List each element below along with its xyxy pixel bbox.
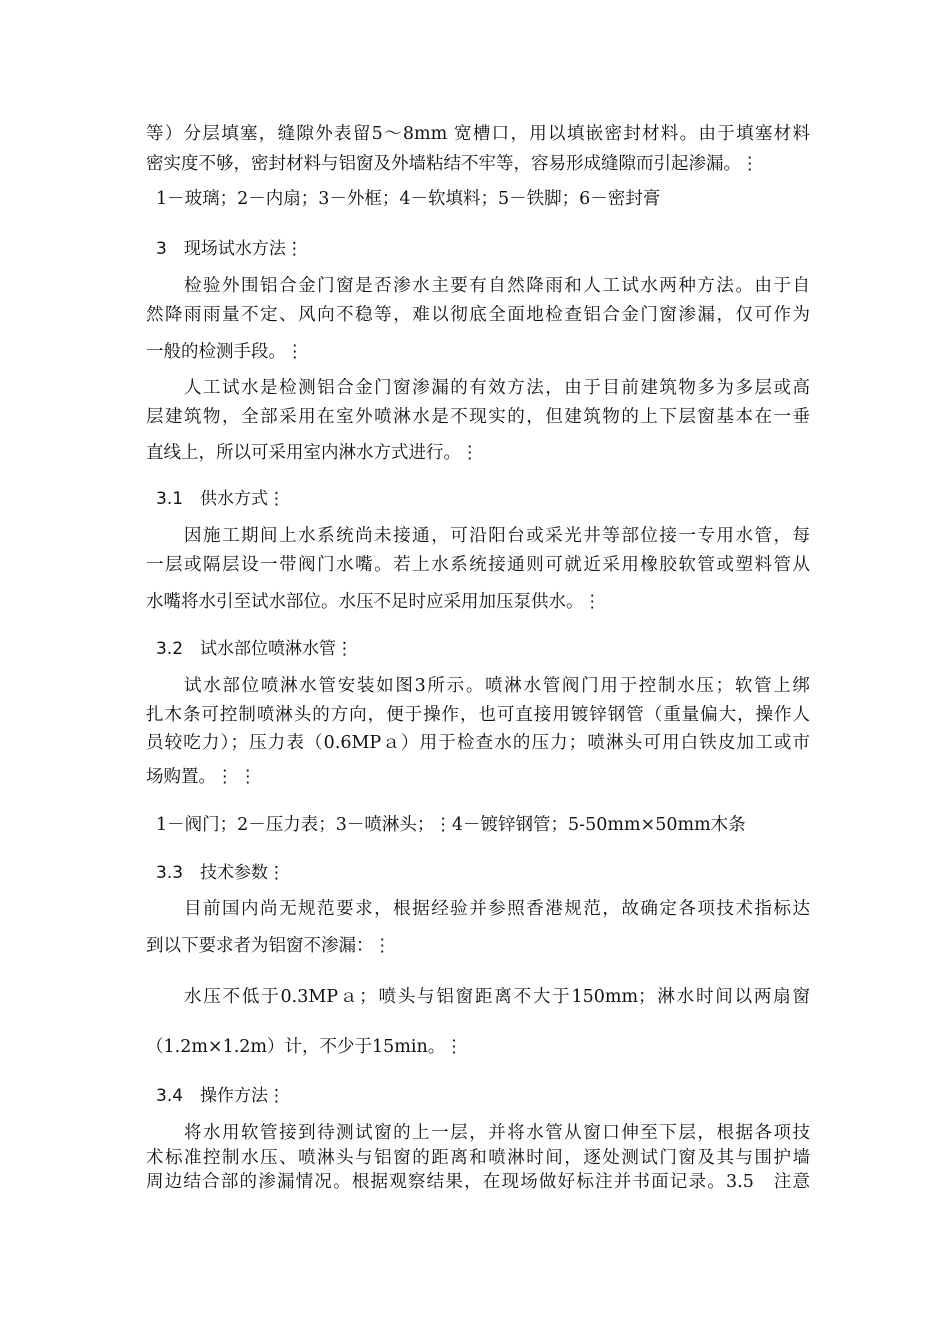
text-line: 场购置。⋮ ⋮ (146, 767, 257, 787)
text-line: 试水部位喷淋水管安装如图3所示。喷淋水管阀门用于控制水压；软管上绑 (184, 676, 810, 696)
section-heading: 3.4 操作方法⋮ (156, 1086, 286, 1106)
text-line: 因施工期间上水系统尚未接通，可沿阳台或采光井等部位接一专用水管，每 (184, 526, 810, 546)
text-line: 员较吃力）；压力表（0.6MPａ）用于检查水的压力；喷淋头可用白铁皮加工或市 (146, 733, 810, 753)
text-line: 术标准控制水压、喷淋头与铝窗的距离和喷淋时间，逐处测试门窗及其与围护墙 (146, 1148, 810, 1168)
text-line: 水压不低于0.3MPａ；喷头与铝窗距离不大于150mm；淋水时间以两扇窗 (184, 987, 810, 1007)
text-line: 然降雨雨量不定、风向不稳等，难以彻底全面地检查铝合金门窗渗漏，仅可作为 (146, 305, 810, 325)
text-line: 层建筑物，全部采用在室外喷淋水是不现实的，但建筑物的上下层窗基本在一垂 (146, 407, 810, 427)
text-line: 密实度不够，密封材料与铝窗及外墙粘结不牢等，容易形成缝隙而引起渗漏。⋮ (146, 154, 759, 174)
text-line: 将水用软管接到待测试窗的上一层，并将水管从窗口伸至下层，根据各项技 (184, 1123, 810, 1143)
text-line: 扎木条可控制喷淋头的方向，便于操作，也可直接用镀锌钢管（重量偏大，操作人 (146, 705, 810, 725)
text-line: 一层或隔层设一带阀门水嘴。若上水系统接通则可就近采用橡胶软管或塑料管从 (146, 555, 810, 575)
text-line: 到以下要求者为铝窗不渗漏：⋮ (146, 936, 391, 956)
figure-caption: 1－阀门；2－压力表；3－喷淋头；⋮4－镀锌钢管；5-50mm×50mm木条 (156, 815, 746, 835)
text-line: 直线上，所以可采用室内淋水方式进行。⋮ (146, 443, 479, 463)
section-heading: 3.1 供水方式⋮ (156, 489, 286, 509)
text-line: （1.2m×1.2m）计，不少于15min。⋮ (146, 1037, 463, 1057)
text-line: 等）分层填塞，缝隙外表留5～8mm 宽槽口，用以填嵌密封材料。由于填塞材料 (146, 124, 810, 144)
section-heading: 3.2 试水部位喷淋水管⋮ (156, 639, 354, 659)
section-heading: 3 现场试水方法⋮ (156, 239, 303, 259)
text-line: 一般的检测手段。⋮ (146, 342, 304, 362)
section-heading: 3.3 技术参数⋮ (156, 863, 286, 883)
text-line: 水嘴将水引至试水部位。水压不足时应采用加压泵供水。⋮ (146, 592, 601, 612)
text-line: 人工试水是检测铝合金门窗渗漏的有效方法，由于目前建筑物多为多层或高 (184, 378, 810, 398)
text-line: 检验外围铝合金门窗是否渗水主要有自然降雨和人工试水两种方法。由于自 (184, 276, 810, 296)
figure-caption: 1－玻璃；2－内扇；3－外框；4－软填料；5－铁脚；6－密封膏 (156, 189, 661, 209)
text-line: 周边结合部的渗漏情况。根据观察结果，在现场做好标注并书面记录。3.5 注意 (146, 1172, 810, 1192)
text-line: 目前国内尚无规范要求，根据经验并参照香港规范，故确定各项技术指标达 (184, 899, 810, 919)
